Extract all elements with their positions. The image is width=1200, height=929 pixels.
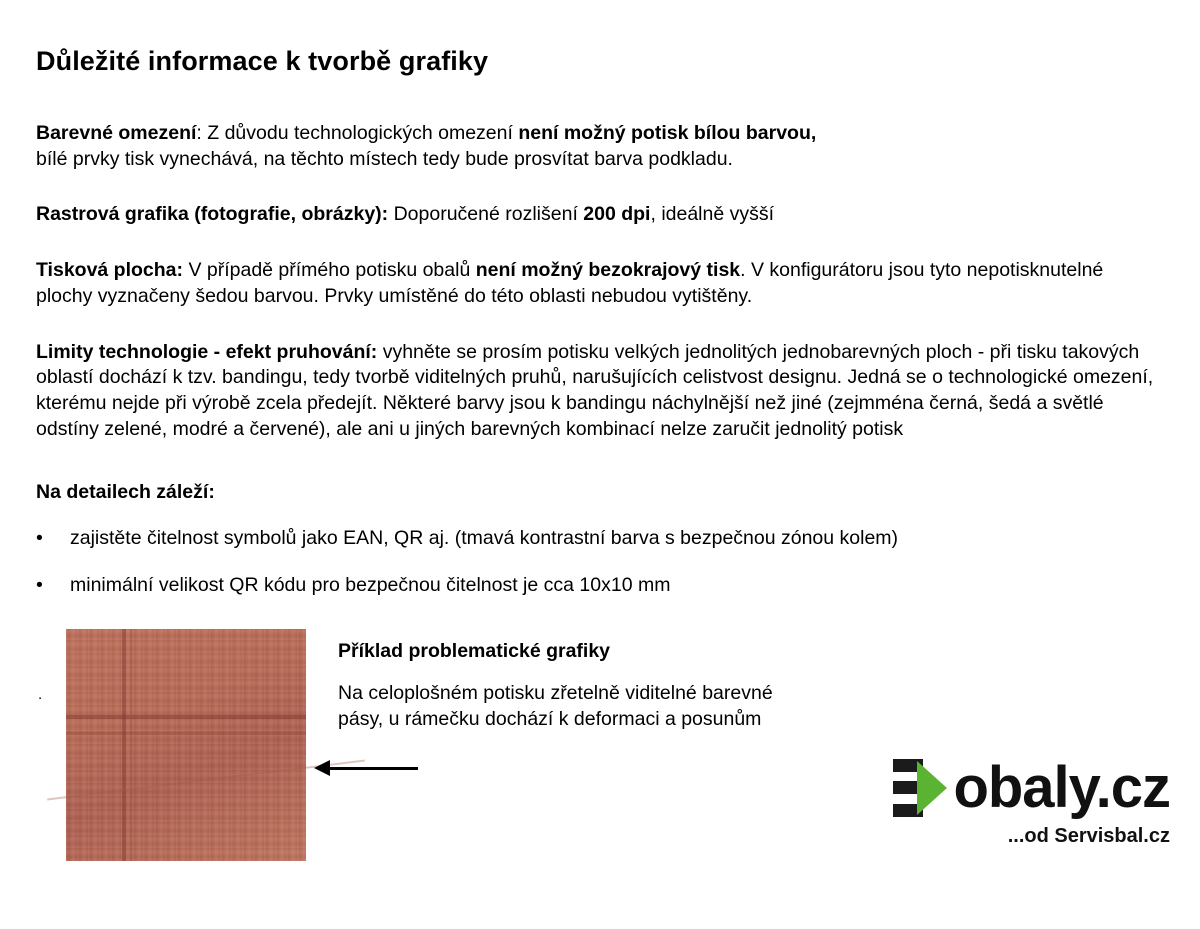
list-item-text: zajistěte čitelnost symbolů jako EAN, QR aj. (tmavá kontrastní barva s bezpečnou zónou kolem) bbox=[70, 526, 899, 549]
paragraph-print-area-text-1: V případě přímého potisku obalů bbox=[183, 259, 476, 282]
banding-stripe-vertical-1 bbox=[122, 629, 126, 861]
paragraph-technology-limits-text-1: vyhněte se prosím potisku velkých jednolitých jednobarevných ploch - při tisku takových oblastí dochází k tzv. bandingu, tedy tvorbě viditelných pruhů, narušujících celistvost designu. Jedná se o technologické omezení, kterému nejde při výrobě zcela předejít. Některé barvy jsou k bandingu náchylnější než jiné (zejmména černá, šedá a světlé odstíny zelené, modré a červené), ale ani u jiných barevných kombinací nelze zaručit jednolitý potisk bbox=[36, 340, 1154, 440]
banding-stripe-horizontal-2 bbox=[66, 732, 306, 735]
example-description bbox=[338, 681, 773, 732]
arrow-shaft bbox=[328, 767, 418, 770]
stray-dot: . bbox=[38, 686, 43, 704]
list-item bbox=[36, 526, 1164, 552]
paragraph-print-area-text-2: . V konfigurátoru jsou tyto nepotisknutelné plochy vyznačeny šedou barvou. Prvky umístěné do této oblasti nebudou vytištěny. bbox=[36, 259, 1104, 307]
brand-logo-main bbox=[893, 757, 1170, 819]
paragraph-raster-graphics-label: Rastrová grafika (fotografie, obrázky): bbox=[36, 203, 389, 226]
bullet-marker-icon: • bbox=[36, 526, 43, 549]
paragraph-print-area bbox=[36, 258, 1164, 309]
paragraph-color-limitation-text-2: bílé prvky tisk vynechává, na těchto místech tedy bude prosvítat barva podkladu. bbox=[36, 147, 733, 170]
paragraph-color-limitation bbox=[36, 121, 1164, 172]
logo-bar-middle bbox=[893, 781, 917, 794]
paragraph-raster-graphics-text-1: Doporučené rozlišení bbox=[388, 203, 584, 226]
arrow-left-icon bbox=[314, 757, 418, 779]
details-heading: Na detailech záleží: bbox=[36, 480, 215, 503]
problem-print-sample-image bbox=[66, 629, 306, 861]
brand-logo bbox=[893, 757, 1170, 848]
paragraph-color-limitation-label: Barevné omezení bbox=[36, 122, 197, 144]
banding-stripe-vertical-2 bbox=[130, 629, 132, 861]
list-item bbox=[36, 573, 1164, 599]
example-heading: Příklad problematické grafiky bbox=[338, 640, 611, 663]
example-description-line-1: Na celoplošném potisku zřetelně viditelné barevné bbox=[338, 682, 773, 705]
paragraph-raster-graphics bbox=[36, 202, 1164, 228]
details-bullet-list bbox=[36, 526, 1164, 599]
banding-stripe-horizontal-1 bbox=[66, 715, 306, 719]
obaly-logo-icon bbox=[893, 757, 951, 819]
logo-chevron-icon bbox=[917, 761, 947, 815]
paragraph-color-limitation-text-1: : Z důvodu technologických omezení bbox=[196, 122, 519, 144]
paragraph-technology-limits bbox=[36, 340, 1164, 443]
page-title: Důležité informace k tvorbě grafiky bbox=[36, 46, 489, 76]
brand-logo-subtitle: ...od Servisbal.cz bbox=[1007, 825, 1170, 847]
paragraph-color-limitation-bold-1: není možný potisk bílou barvou, bbox=[518, 122, 817, 144]
example-description-line-2: pásy, u rámečku dochází k deformaci a posunům bbox=[338, 707, 762, 730]
bullet-marker-icon: • bbox=[36, 574, 43, 597]
paragraph-raster-graphics-bold-1: 200 dpi bbox=[583, 203, 651, 226]
brand-logo-text: obaly.cz bbox=[953, 755, 1170, 820]
list-item-text: minimální velikost QR kódu pro bezpečnou čitelnost je cca 10x10 mm bbox=[70, 574, 671, 597]
paragraph-print-area-label: Tisková plocha: bbox=[36, 259, 184, 282]
paragraph-print-area-bold-1: není možný bezokrajový tisk bbox=[475, 259, 741, 282]
paragraph-raster-graphics-text-2: , ideálně vyšší bbox=[650, 203, 775, 226]
paragraph-technology-limits-label: Limity technologie - efekt pruhování: bbox=[36, 340, 378, 363]
